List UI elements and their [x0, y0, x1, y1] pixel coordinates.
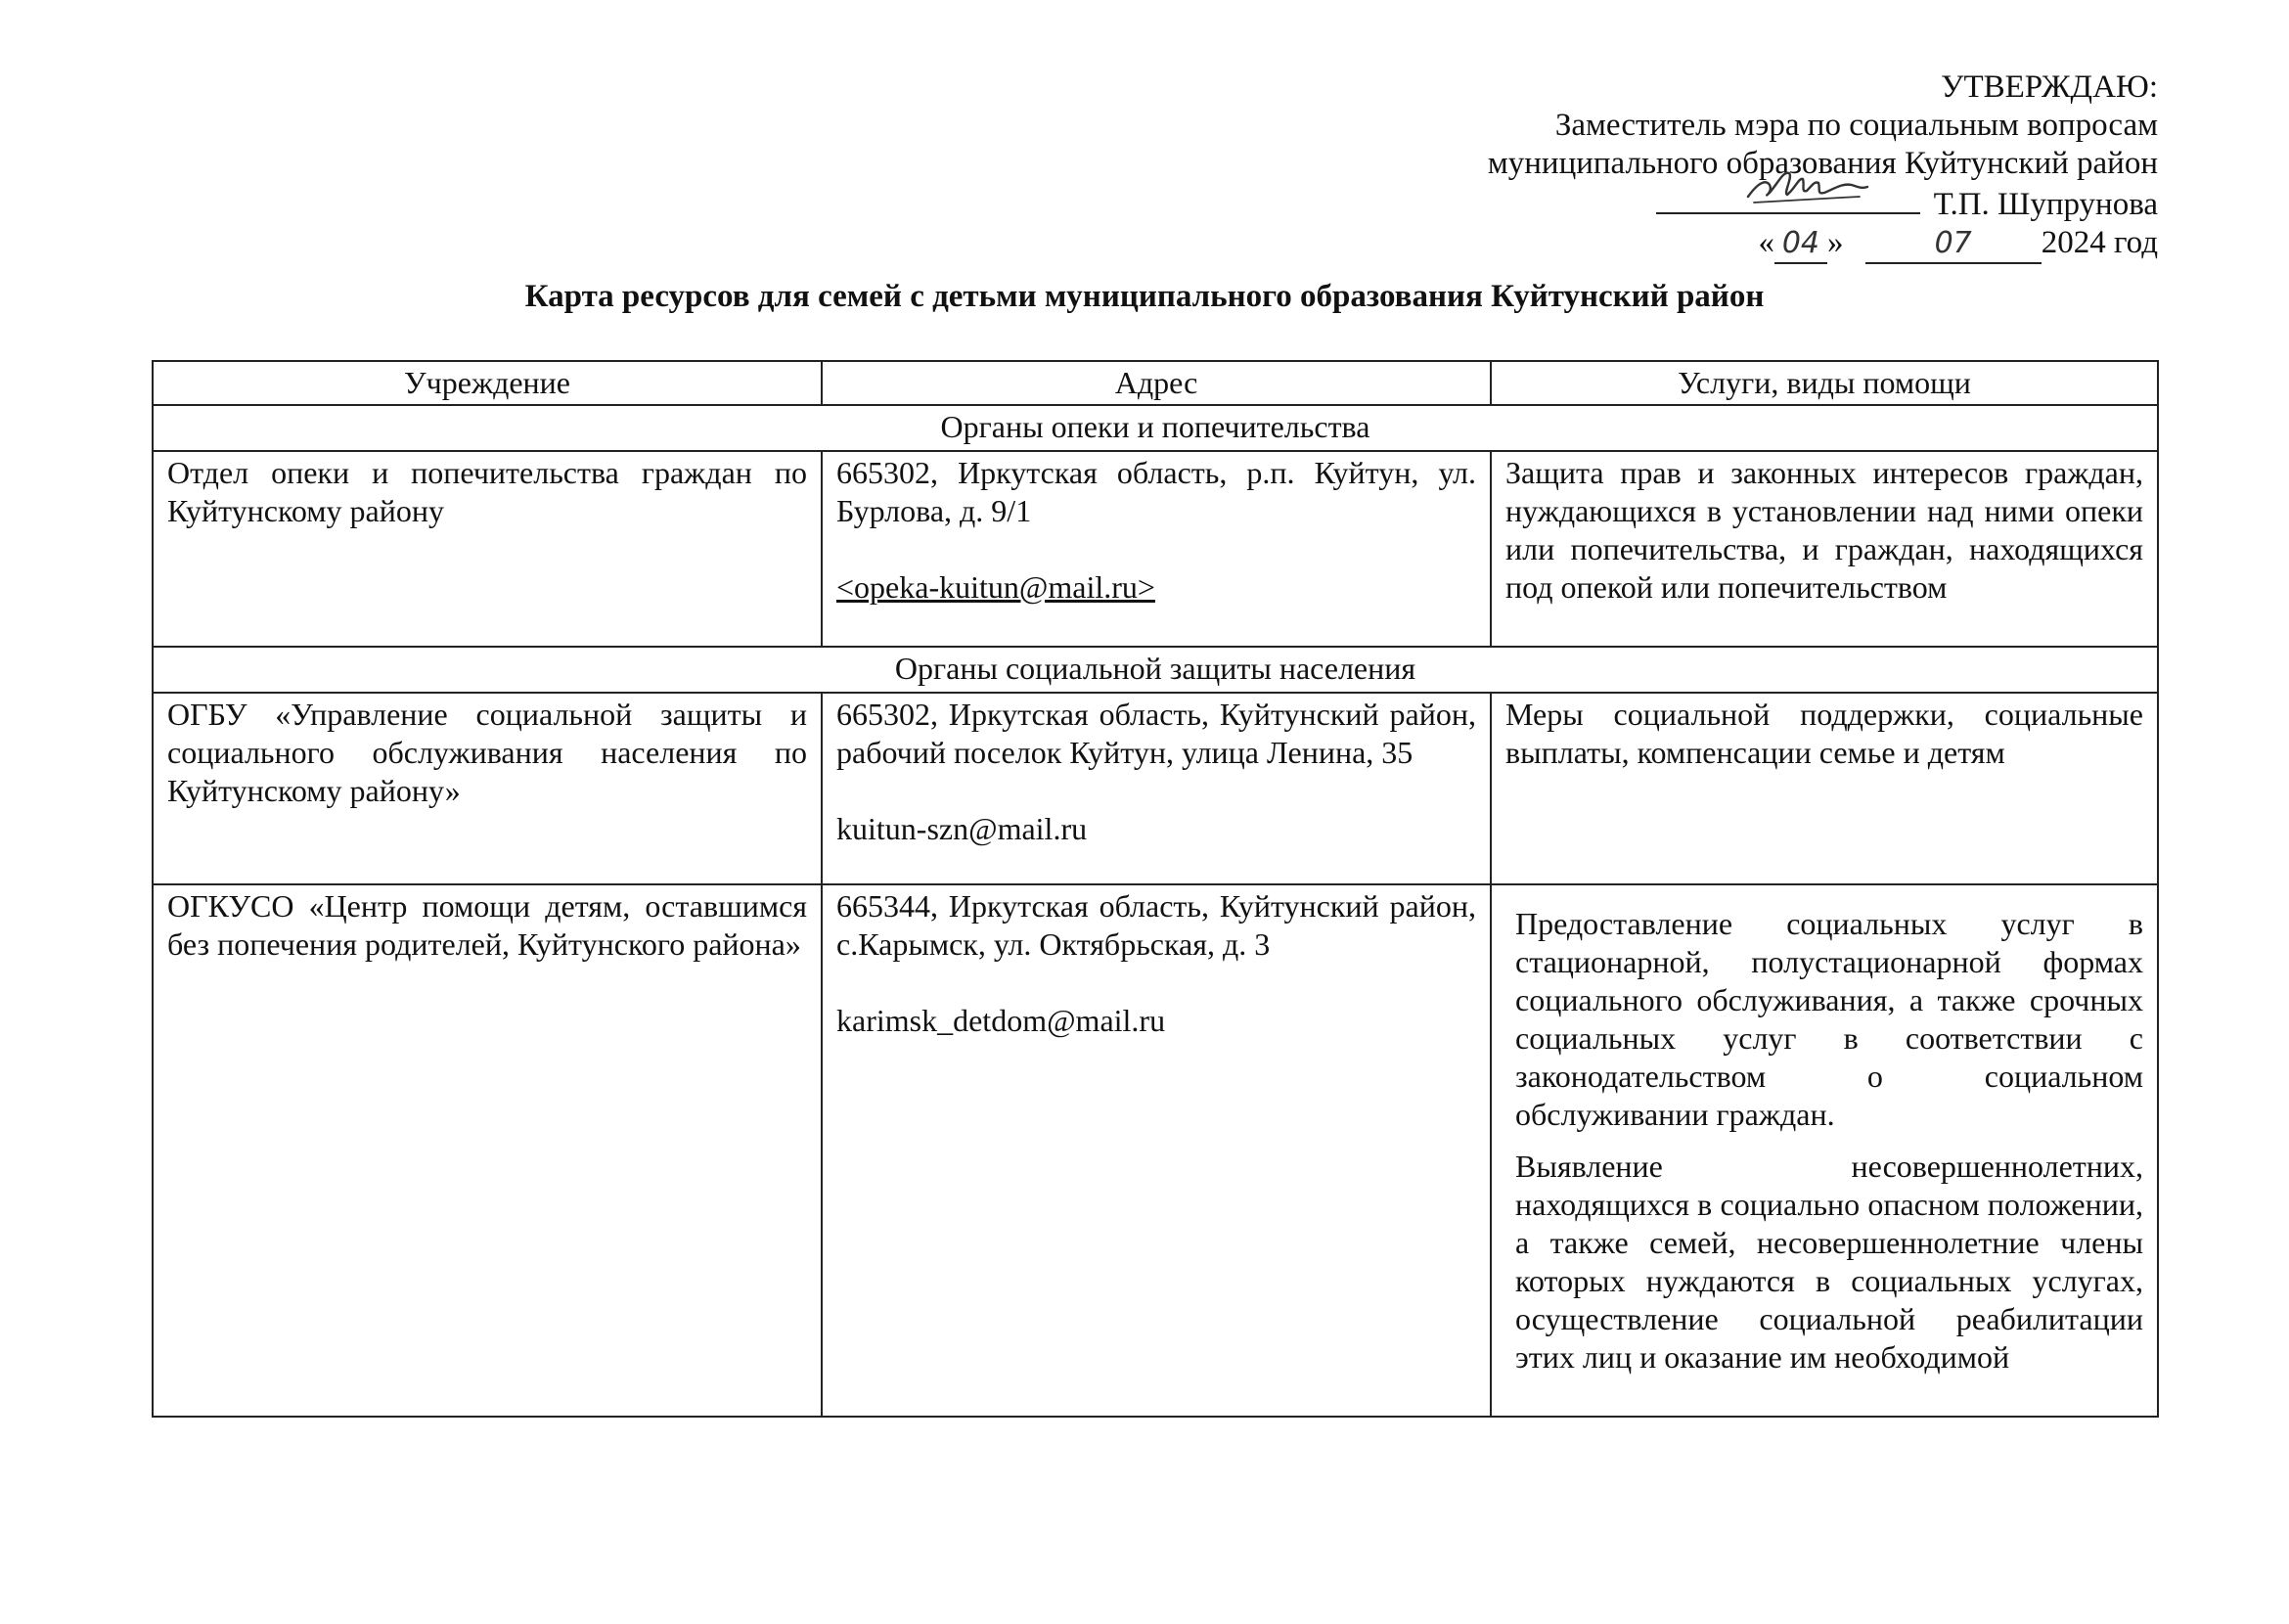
address-text: 665344, Иркутская область, Куйтунский район, с.Карымск, ул. Октябрьская, д. 3: [836, 888, 1476, 962]
section-row-guardianship: [153, 405, 2158, 451]
section-title: Органы опеки и попечительства: [153, 405, 2158, 451]
institution-cell: ОГКУСО «Центр помощи детям, оставшимся без попечения родителей, Куйтунского района»: [153, 884, 822, 1417]
signer-name: Т.П. Шупрунова: [1933, 187, 2158, 222]
email-text: kuitun-szn@mail.ru: [836, 811, 1088, 846]
institution-cell: ОГБУ «Управление социальной защиты и социального обслуживания населения по Куйтунскому району»: [153, 693, 822, 884]
institution-cell: Отдел опеки и попечительства граждан по Куйтунскому району: [153, 451, 822, 647]
table-row: [153, 693, 2158, 884]
column-header-address: Адрес: [822, 361, 1491, 405]
services-paragraph: Предоставление социальных услуг в стационарной, полустационарной формах социального обслуживания, а также срочных социальных услуг в соответствии с законодательством о социальном обслуживании граждан.: [1515, 906, 2143, 1132]
table-row: [153, 451, 2158, 647]
date-month: 07: [1865, 224, 2042, 264]
date-year: 2024 год: [2041, 225, 2158, 260]
resource-table: [152, 360, 2159, 1418]
approval-position-line1: Заместитель мэра по социальным вопросам: [1554, 108, 2158, 143]
address-cell: [822, 693, 1491, 884]
approval-position-line2: муниципального образования Куйтунский район: [1487, 146, 2158, 181]
section-title: Органы социальной защиты населения: [153, 647, 2158, 693]
email-link[interactable]: <opeka-kuitun@mail.ru>: [836, 569, 1155, 605]
services-paragraph: Выявление несовершеннолетних, находящихся в социально опасном положении, а также семей, несовершеннолетние члены которых нуждаются в социальных услугах, осуществление социальной реабилитации этих лиц и оказание им необходимой: [1515, 1149, 2143, 1375]
table-header-row: [153, 361, 2158, 405]
approval-signature-row: [1278, 183, 2158, 224]
email-text: karimsk_detdom@mail.ru: [836, 1003, 1166, 1038]
section-row-social-protection: [153, 647, 2158, 693]
services-cell: [1491, 884, 2158, 1417]
address-cell: [822, 451, 1491, 647]
approval-date-row: [1278, 224, 2158, 264]
document-title: Карта ресурсов для семей с детьми муниципального образования Куйтунский район: [524, 279, 1765, 314]
address-cell: [822, 884, 1491, 1417]
approval-heading: УТВЕРЖДАЮ:: [1941, 69, 2158, 105]
column-header-services: Услуги, виды помощи: [1491, 361, 2158, 405]
services-cell: Меры социальной поддержки, социальные выплаты, компенсации семье и детям: [1491, 693, 2158, 884]
date-close-quote: »: [1826, 225, 1844, 260]
address-text: 665302, Иркутская область, р.п. Куйтун, ул. Бурлова, д. 9/1: [836, 455, 1476, 528]
services-cell: Защита прав и законных интересов граждан, нуждающихся в установлении над ними опеки или попечительства, и граждан, находящихся под опекой или попечительством: [1491, 451, 2158, 647]
approval-block: [1278, 68, 2158, 264]
date-day: 04: [1774, 224, 1827, 264]
date-open-quote: «: [1758, 225, 1774, 260]
address-text: 665302, Иркутская область, Куйтунский район, рабочий поселок Куйтун, улица Ленина, 35: [836, 697, 1476, 770]
table-row: [153, 884, 2158, 1417]
handwritten-signature: [1744, 163, 1871, 208]
signature-line: [1656, 183, 1920, 214]
column-header-institution: Учреждение: [153, 361, 822, 405]
